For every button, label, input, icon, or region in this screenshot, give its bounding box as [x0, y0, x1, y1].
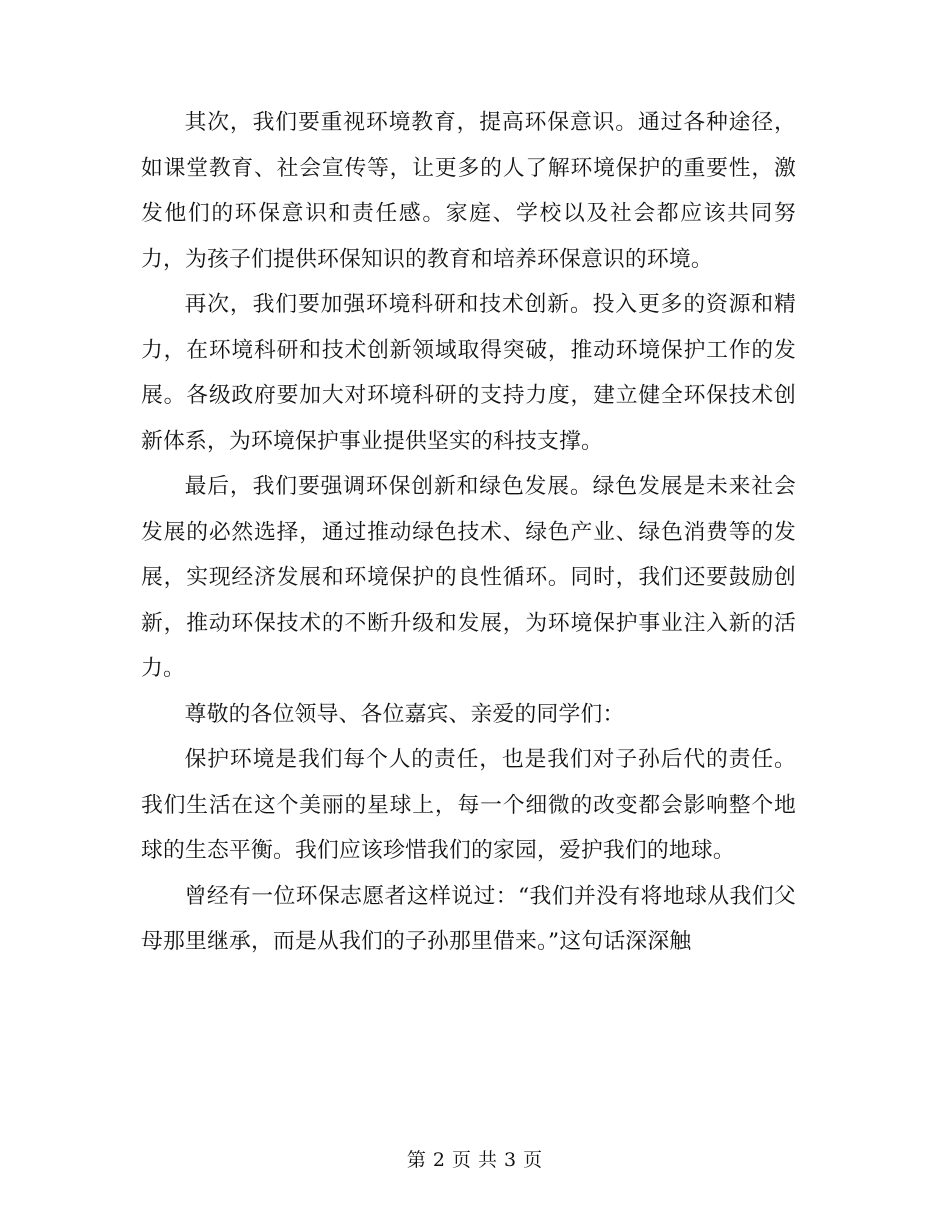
paragraph-quote: 曾经有一位环保志愿者这样说过：“我们并没有将地球从我们父母那里继承，而是从我们的子孙那里借来。”这句话深深触 [141, 883, 796, 954]
footer-suffix: 页 [523, 1149, 544, 1171]
paragraph-research-innovation: 再次，我们要加强环境科研和技术创新。投入更多的资源和精力，在环境科研和技术创新领域取得突破，推动环境保护工作的发展。各级政府要加大对环境科研的支持力度，建立健全环保技术创新体系，为环境保护事业提供坚实的科技支撑。 [141, 292, 796, 454]
footer-total-prefix: 共 [478, 1149, 499, 1171]
footer-prefix: 第 [406, 1149, 427, 1171]
paragraph-green-development: 最后，我们要强调环保创新和绿色发展。绿色发展是未来社会发展的必然选择，通过推动绿色技术、绿色产业、绿色消费等的发展，实现经济发展和环境保护的良性循环。同时，我们还要鼓励创新，推动环保技术的不断升级和发展，为环境保护事业注入新的活力。 [141, 474, 796, 681]
paragraph-responsibility: 保护环境是我们每个人的责任，也是我们对子孙后代的责任。我们生活在这个美丽的星球上，每一个细微的改变都会影响整个地球的生态平衡。我们应该珍惜我们的家园，爱护我们的地球。 [141, 747, 796, 863]
paragraph-environment-education: 其次，我们要重视环境教育，提高环保意识。通过各种途径，如课堂教育、社会宣传等，让更多的人了解环境保护的重要性，激发他们的环保意识和责任感。家庭、学校以及社会都应该共同努力，为孩子们提供环保知识的教育和培养环保意识的环境。 [141, 110, 796, 272]
footer-page-word: 页 [451, 1149, 472, 1171]
paragraph-salutation: 尊敬的各位领导、各位嘉宾、亲爱的同学们： [184, 701, 625, 727]
page-footer [0, 1146, 950, 1174]
document-body [141, 100, 796, 965]
footer-current-page: 2 [432, 1149, 446, 1171]
footer-total-pages: 3 [504, 1149, 518, 1171]
